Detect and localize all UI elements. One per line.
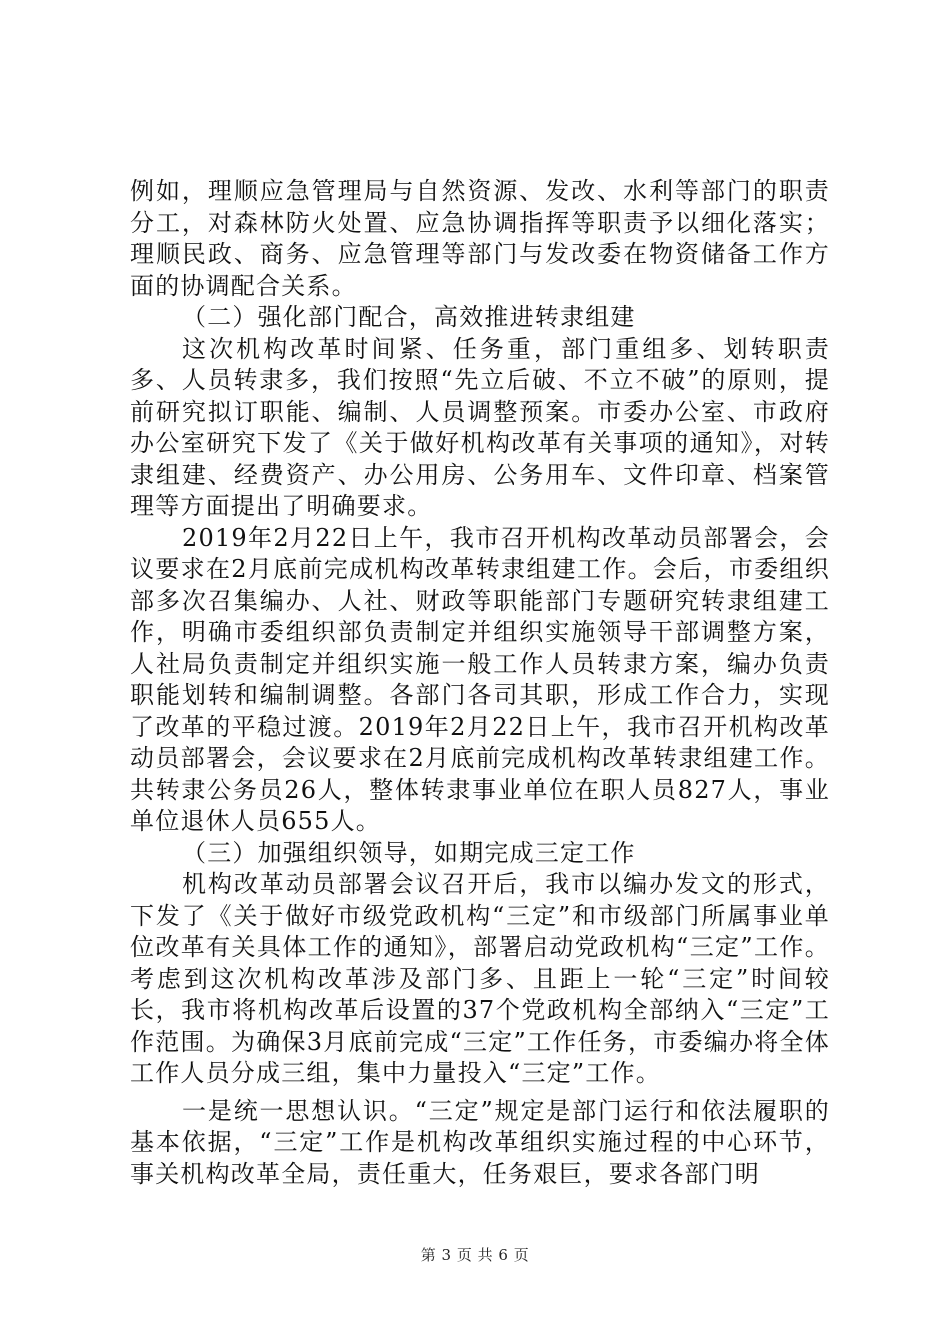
page-number: 第 3 页 共 6 页	[420, 1246, 530, 1264]
page-footer	[0, 1244, 950, 1265]
paragraph-three-determinations: 机构改革动员部署会议召开后，我市以编办发文的形式，下发了《关于做好市级党政机构“三定”和市级部门所属事业单位改革有关具体工作的通知》，部署启动党政机构“三定”工作。考虑到这次机构改革涉及部门多、且距上一轮“三定”时间较长，我市将机构改革后设置的37个党政机构全部纳入“三定”工作范围。为确保3月底前完成“三定”工作任务，市委编办将全体工作人员分成三组，集中力量投入“三定”工作。	[130, 870, 830, 1087]
paragraph-continuation: 例如，理顺应急管理局与自然资源、发改、水利等部门的职责分工，对森林防火处置、应急协调指挥等职责予以细化落实；理顺民政、商务、应急管理等部门与发改委在物资储备工作方面的协调配合关系。	[130, 177, 830, 300]
document-body	[130, 176, 830, 1190]
paragraph-transfer-plan: 这次机构改革时间紧、任务重，部门重组多、划转职责多、人员转隶多，我们按照“先立后破、不立不破”的原则，提前研究拟订职能、编制、人员调整预案。市委办公室、市政府办公室研究下发了《关于做好机构改革有关事项的通知》，对转隶组建、经费资产、办公用房、公务用车、文件印章、档案管理等方面提出了明确要求。	[130, 334, 830, 520]
section-heading-3: （三）加强组织领导，如期完成三定工作	[182, 838, 636, 867]
paragraph-mobilization-meeting: 2019年2月22日上午，我市召开机构改革动员部署会，会议要求在2月底前完成机构改革转隶组建工作。会后，市委组织部多次召集编办、人社、财政等职能部门专题研究转隶组建工作，明确市委组织部负责制定并组织实施领导干部调整方案，人社局负责制定并组织实施一般工作人员转隶方案，编办负责职能划转和编制调整。各部门各司其职，形成工作合力，实现了改革的平稳过渡。2019年2月22日上午，我市召开机构改革动员部署会，会议要求在2月底前完成机构改革转隶组建工作。共转隶公务员26人，整体转隶事业单位在职人员827人，事业单位退休人员655人。	[130, 523, 830, 835]
section-heading-2: （二）强化部门配合，高效推进转隶组建	[182, 303, 636, 331]
paragraph-unify-thinking: 一是统一思想认识。“三定”规定是部门运行和依法履职的基本依据，“三定”工作是机构改革组织实施过程的中心环节，事关机构改革全局，责任重大，任务艰巨，要求各部门明	[130, 1096, 830, 1188]
